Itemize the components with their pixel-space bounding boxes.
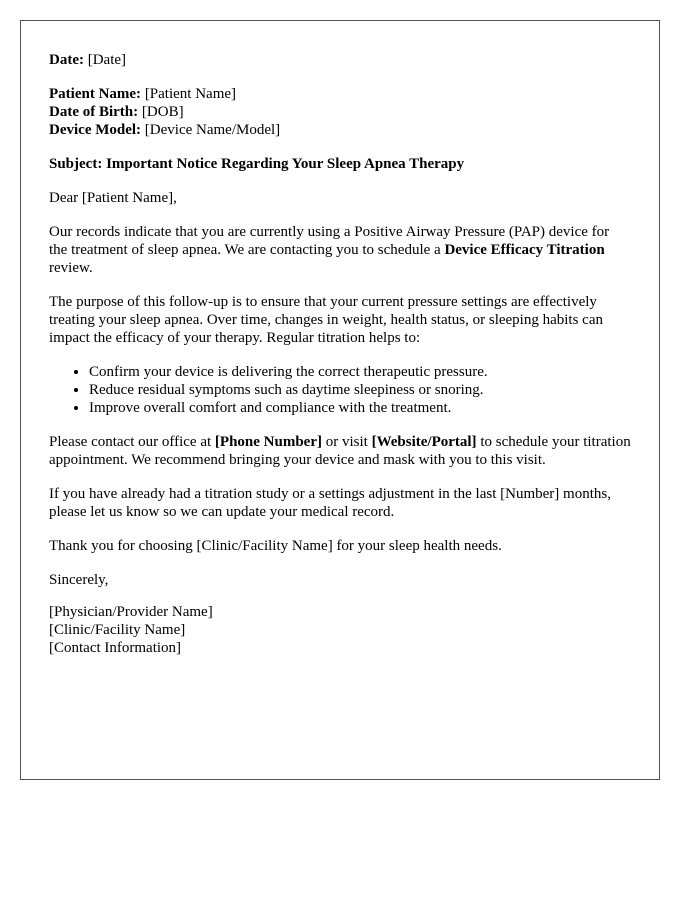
patient-name-value: [Patient Name] bbox=[144, 86, 237, 102]
dob-value: [DOB] bbox=[141, 104, 184, 120]
paragraph-thanks: Thank you for choosing [Clinic/Facility Name] for your sleep health needs. bbox=[49, 538, 502, 554]
closing: Sincerely, bbox=[49, 572, 109, 588]
paragraph-prior-titration: If you have already had a titration study or a settings adjustment in the last [Number] months, please let us know so we can update your medical record. bbox=[49, 486, 611, 520]
website-portal: [Website/Portal] bbox=[371, 434, 477, 450]
clinic-name: [Clinic/Facility Name] bbox=[49, 622, 186, 638]
subject-line bbox=[49, 155, 631, 173]
benefits-list bbox=[49, 363, 631, 417]
letter-page bbox=[20, 20, 660, 780]
intro-bold-term: Device Efficacy Titration bbox=[444, 242, 605, 258]
list-item: • Improve overall comfort and compliance with the treatment. bbox=[89, 399, 631, 417]
date-label: Date: bbox=[49, 52, 84, 68]
dob-line bbox=[49, 103, 631, 121]
patient-name-label: Patient Name: bbox=[49, 86, 142, 102]
patient-name-line bbox=[49, 85, 631, 103]
list-item: • Reduce residual symptoms such as daytime sleepiness or snoring. bbox=[89, 381, 631, 399]
contact-information: [Contact Information] bbox=[49, 640, 182, 656]
salutation: Dear [Patient Name], bbox=[49, 190, 177, 206]
intro-text-after: review. bbox=[49, 260, 93, 276]
contact-text-3: to schedule your titration appointment. We recommend bringing your device and mask with you to this visit. bbox=[49, 434, 631, 468]
paragraph-intro bbox=[49, 223, 631, 277]
device-value: [Device Name/Model] bbox=[144, 122, 281, 138]
dob-label: Date of Birth: bbox=[49, 104, 139, 120]
contact-text-1: Please contact our office at bbox=[49, 434, 215, 450]
patient-info-block bbox=[49, 85, 631, 139]
signature-block bbox=[49, 603, 631, 657]
device-label: Device Model: bbox=[49, 122, 142, 138]
phone-number: [Phone Number] bbox=[214, 434, 322, 450]
device-line bbox=[49, 121, 631, 139]
provider-name: [Physician/Provider Name] bbox=[49, 604, 213, 620]
list-item: • Confirm your device is delivering the correct therapeutic pressure. bbox=[89, 363, 631, 381]
intro-text-before: Our records indicate that you are currently using a Positive Airway Pressure (PAP) device for the treatment of sleep apnea. We are contacting you to schedule a bbox=[49, 224, 610, 258]
date-block bbox=[49, 51, 631, 69]
paragraph-contact bbox=[49, 433, 631, 469]
date-line bbox=[49, 51, 631, 69]
subject-text: Subject: Important Notice Regarding Your Sleep Apnea Therapy bbox=[49, 156, 465, 172]
date-value: [Date] bbox=[87, 52, 127, 68]
paragraph-purpose: The purpose of this follow-up is to ensure that your current pressure settings are effectively treating your sleep apnea. Over time, changes in weight, health status, or sleeping habits can impact the efficacy of your therapy. Regular titration helps to: bbox=[49, 294, 603, 346]
contact-text-2: or visit bbox=[321, 434, 372, 450]
